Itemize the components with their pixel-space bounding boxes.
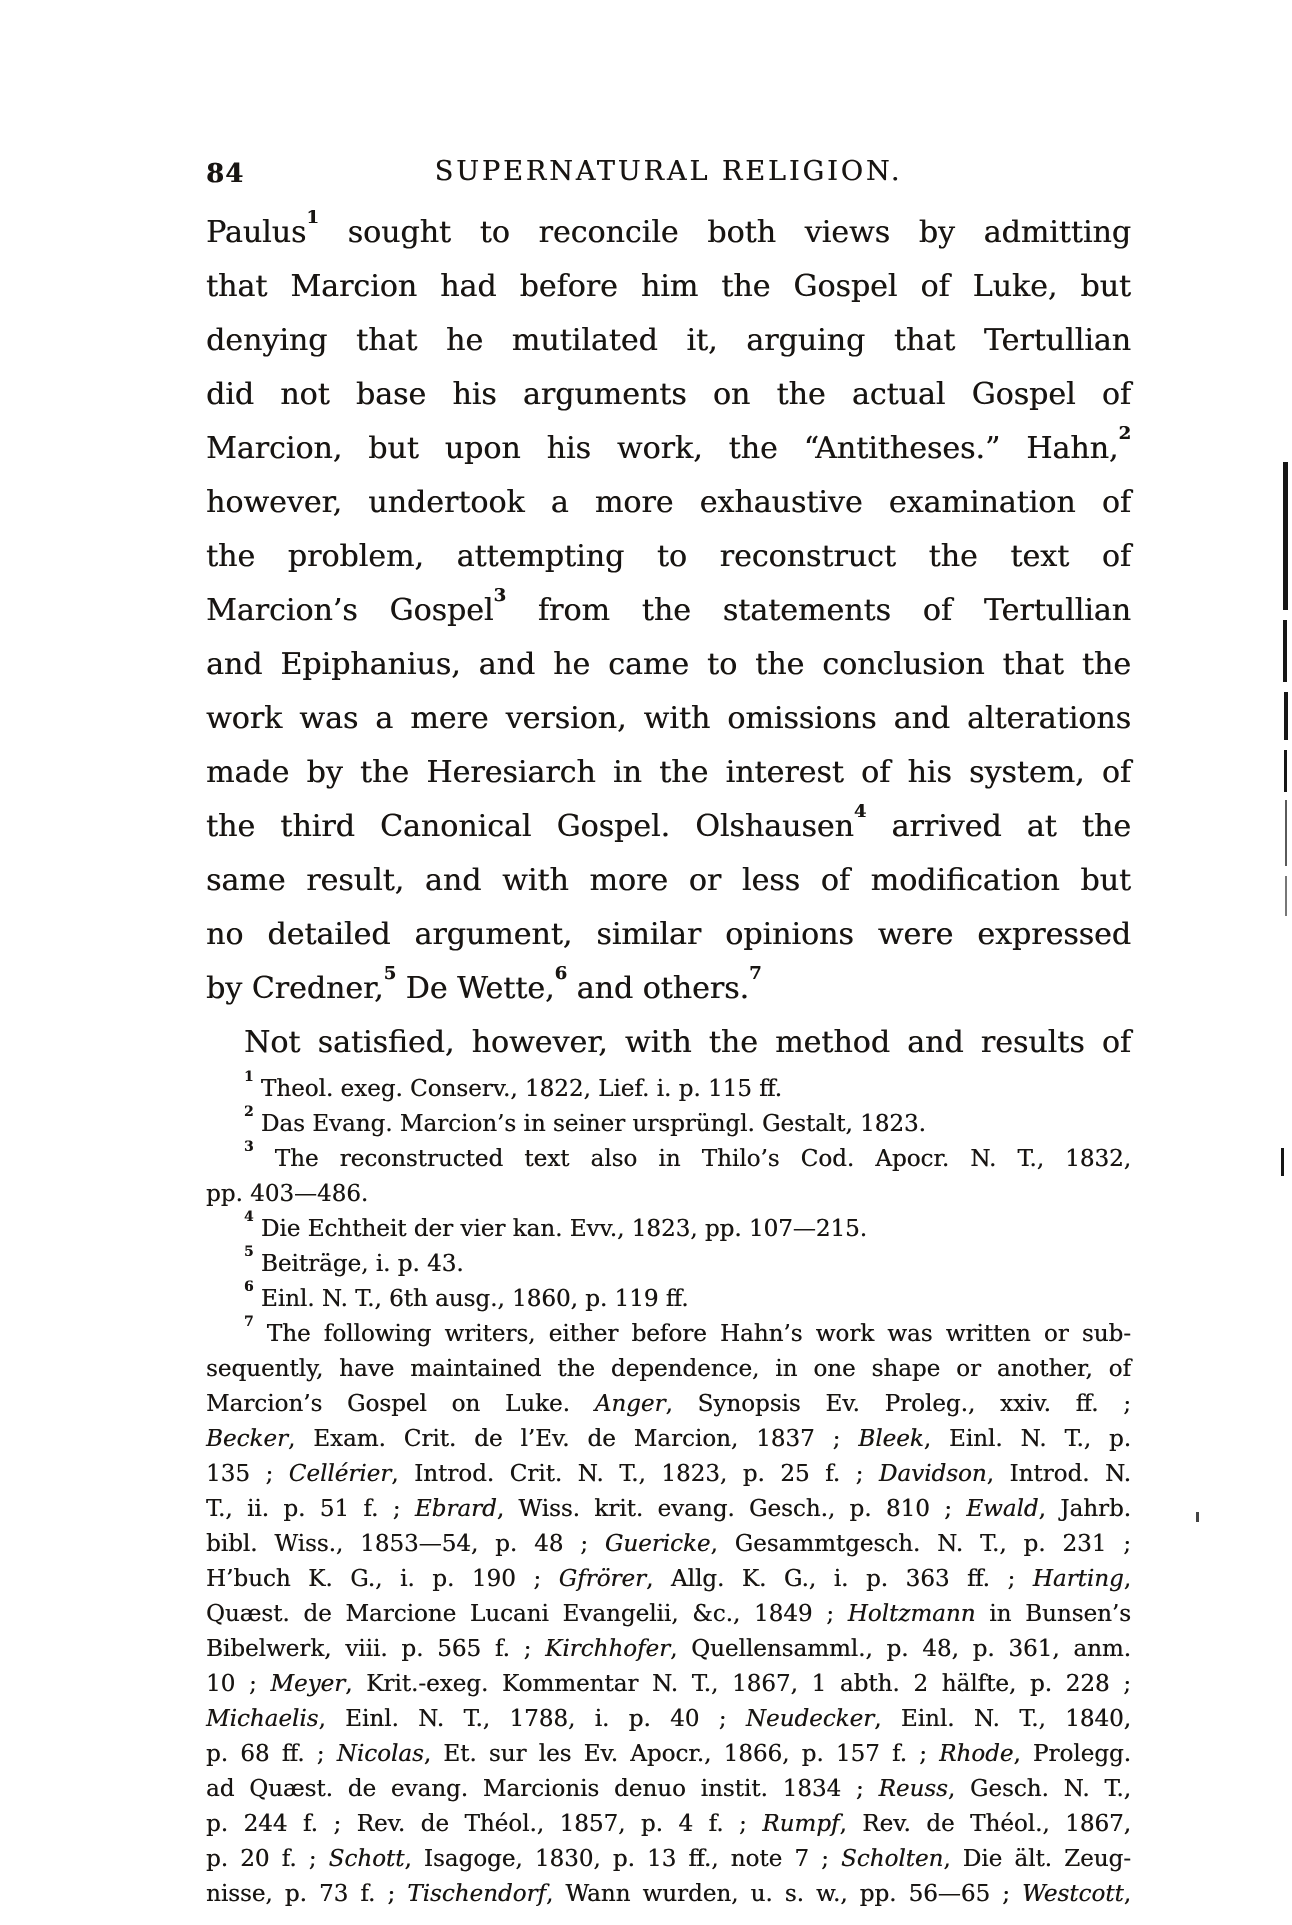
scan-artifact-mark [1196,1512,1199,1522]
footnote-line: $^2$ Das Evang. Marcion’s in seiner ursprüngl. Gestalt, 1823. [244,1104,926,1137]
footnote-line: nisse, p. 73 f. ; Tischendorf, Wann wurden, u. s. w., pp. 56—65 ; Westcott, [206,1881,1131,1907]
footnote-line: Marcion’s Gospel on Luke. Anger, Synopsis Ev. Proleg., xxiv. ff. ; [206,1391,1131,1417]
footnote-line: T., ii. p. 51 f. ; Ebrard, Wiss. krit. evang. Gesch., p. 810 ; Ewald, Jahrb. [206,1496,1131,1522]
body-line: that Marcion had before him the Gospel of Luke, but [206,269,1131,304]
body-line: no detailed argument, similar opinions were expressed [206,917,1131,952]
footnote-line: Bibelwerk, viii. p. 565 f. ; Kirchhofer, Quellensamml., p. 48, p. 361, anm. [206,1636,1131,1662]
footnote-line: $^4$ Die Echtheit der vier kan. Evv., 1823, pp. 107—215. [244,1209,868,1242]
body-line: Paulus$^1$ sought to reconcile both views by admitting [206,206,1131,250]
body-line: and Epiphanius, and he came to the conclusion that the [206,647,1131,682]
footnote-line: $^5$ Beiträge, i. p. 43. [244,1244,464,1277]
footnote-line: $^3$ The reconstructed text also in Thilo’s Cod. Apocr. N. T., 1832, [244,1139,1131,1172]
footnote-line: $^6$ Einl. N. T., 6th ausg., 1860, p. 119 ff. [244,1279,689,1312]
scan-artifact-mark [1285,876,1287,916]
page-header [206,156,1131,196]
body-line: did not base his arguments on the actual Gospel of [206,377,1131,412]
footnote-line: p. 20 f. ; Schott, Isagoge, 1830, p. 13 ff., note 7 ; Scholten, Die ält. Zeug- [206,1846,1131,1872]
body-line: denying that he mutilated it, arguing that Tertullian [206,323,1131,358]
body-text [206,206,1131,1070]
body-line: Marcion, but upon his work, the “Antitheses.” Hahn,$^2$ [206,422,1131,466]
body-line: the problem, attempting to reconstruct the text of [206,539,1131,574]
footnote-line: p. 244 f. ; Rev. de Théol., 1857, p. 4 f. ; Rumpf, Rev. de Théol., 1867, [206,1811,1131,1837]
scan-artifact-mark [1283,620,1287,682]
body-line: the third Canonical Gospel. Olshausen$^4$ arrived at the [206,800,1131,844]
body-line: Not satisfied, however, with the method and results of [244,1025,1131,1060]
footnote-line: ad Quæst. de evang. Marcionis denuo instit. 1834 ; Reuss, Gesch. N. T., [206,1776,1131,1802]
footnote-line: 10 ; Meyer, Krit.-exeg. Kommentar N. T., 1867, 1 abth. 2 hälfte, p. 228 ; [206,1671,1131,1697]
body-line: same result, and with more or less of modification but [206,863,1131,898]
footnotes [206,1069,1132,1912]
body-line: Marcion’s Gospel$^3$ from the statements of Tertullian [206,584,1131,628]
footnote-line: bibl. Wiss., 1853—54, p. 48 ; Guericke, Gesammtgesch. N. T., p. 231 ; [206,1531,1131,1557]
footnote-line: H’buch K. G., i. p. 190 ; Gfrörer, Allg. K. G., i. p. 363 ff. ; Harting, [206,1566,1132,1592]
footnote-line: $^7$ The following writers, either before Hahn’s work was written or sub- [244,1314,1131,1347]
body-line: by Credner,$^5$ De Wette,$^6$ and others.$^7$ [206,962,762,1006]
body-line: made by the Heresiarch in the interest of his system, of [206,755,1131,790]
footnote-line: Michaelis, Einl. N. T., 1788, i. p. 40 ; Neudecker, Einl. N. T., 1840, [206,1706,1131,1732]
footnote-line: sequently, have maintained the dependence, in one shape or another, of [206,1356,1131,1382]
running-title: SUPERNATURAL RELIGION. [434,156,903,187]
footnote-line: pp. 403—486. [206,1181,369,1207]
scan-artifact-mark [1284,750,1287,792]
footnote-line: $^1$ Theol. exeg. Conserv., 1822, Lief. i. p. 115 ff. [244,1069,782,1102]
page-number: 84 [206,159,245,189]
footnote-line: 135 ; Cellérier, Introd. Crit. N. T., 1823, p. 25 f. ; Davidson, Introd. N. [206,1461,1131,1487]
scan-artifact-mark [1284,692,1288,740]
footnote-line: Becker, Exam. Crit. de l’Ev. de Marcion, 1837 ; Bleek, Einl. N. T., p. [206,1426,1132,1452]
scan-artifact-mark [1283,462,1288,610]
body-line: work was a mere version, with omissions and alterations [206,701,1131,736]
footnote-line: p. 68 ff. ; Nicolas, Et. sur les Ev. Apocr., 1866, p. 157 f. ; Rhode, Prolegg. [206,1741,1131,1767]
body-line: however, undertook a more exhaustive examination of [206,485,1131,520]
scan-artifact-mark [1285,800,1287,866]
footnote-line: Quæst. de Marcione Lucani Evangelii, &c., 1849 ; Holtzmann in Bunsen’s [206,1601,1131,1627]
scan-artifact-mark [1281,1148,1284,1176]
